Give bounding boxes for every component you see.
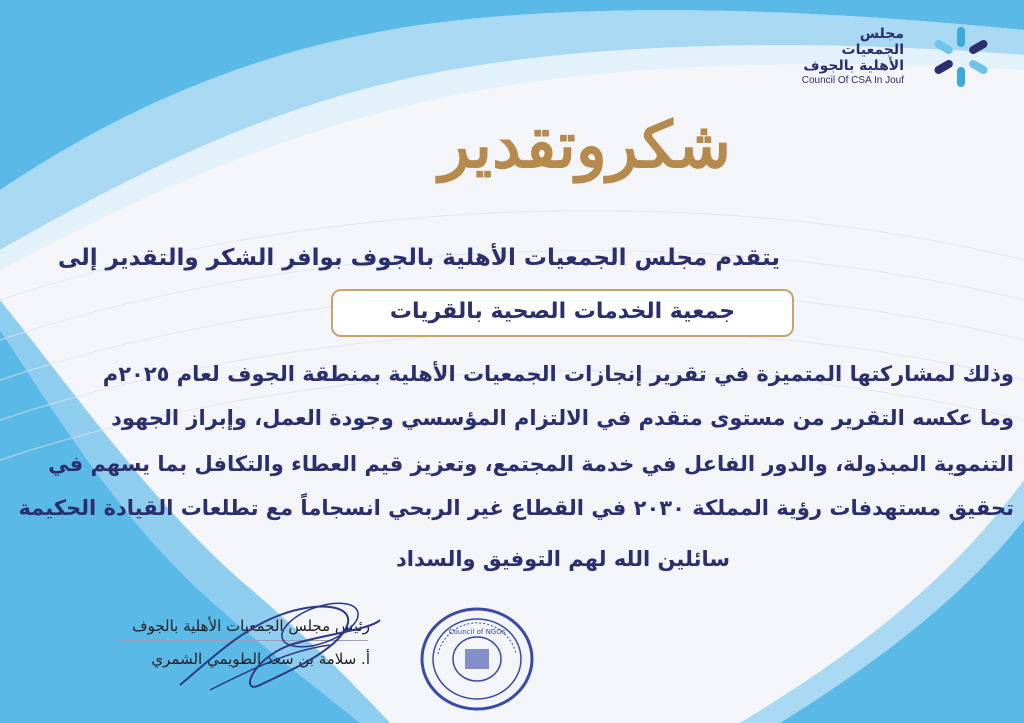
council-logo bbox=[796, 22, 996, 92]
signatory-title: رئيس مجلس الجمعيات الأهلية بالجوف bbox=[132, 617, 370, 635]
calligraphy-text: شكروتقدير bbox=[438, 108, 732, 183]
signatory-name: أ. سلامة بن سعد الطويمي الشمري bbox=[151, 650, 370, 668]
thanks-calligraphy bbox=[430, 96, 740, 208]
stamp-text: Council of NGOs bbox=[448, 628, 506, 636]
official-stamp bbox=[418, 604, 536, 714]
intro-text: يتقدم مجلس الجمعيات الأهلية بالجوف بوافر الشكر والتقدير إلى bbox=[57, 245, 780, 271]
recipient-name: جمعية الخدمات الصحية بالقريات bbox=[389, 299, 736, 324]
asterisk-logo-icon bbox=[926, 22, 996, 92]
handwritten-signature bbox=[170, 590, 390, 700]
logo-arabic-line1: مجلس الجمعيات bbox=[841, 26, 904, 58]
body-line-3: التنموية المبذولة، والدور الفاعل في خدمة المجتمع، وتعزيز قيم العطاء والتكافل بما يسهم في bbox=[48, 452, 1014, 476]
body-line-2: وما عكسه التقرير من مستوى متقدم في الالتزام المؤسسي وجودة العمل، وإبراز الجهود bbox=[111, 406, 1014, 430]
logo-arabic-line2: الأهلية بالجوف bbox=[803, 58, 904, 74]
recipient-box bbox=[331, 289, 794, 337]
body-line-4: تحقيق مستهدفات رؤية المملكة ٢٠٣٠ في القطاع غير الربحي انسجاماً مع تطلعات القيادة الحكيمة bbox=[18, 496, 1014, 520]
body-line-1: وذلك لمشاركتها المتميزة في تقرير إنجازات الجمعيات الأهلية بمنطقة الجوف لعام ٢٠٢٥م bbox=[102, 362, 1014, 386]
logo-text bbox=[796, 26, 904, 88]
logo-english: Council Of CSA In Jouf bbox=[801, 75, 904, 86]
closing-text: سائلين الله لهم التوفيق والسداد bbox=[395, 547, 730, 571]
